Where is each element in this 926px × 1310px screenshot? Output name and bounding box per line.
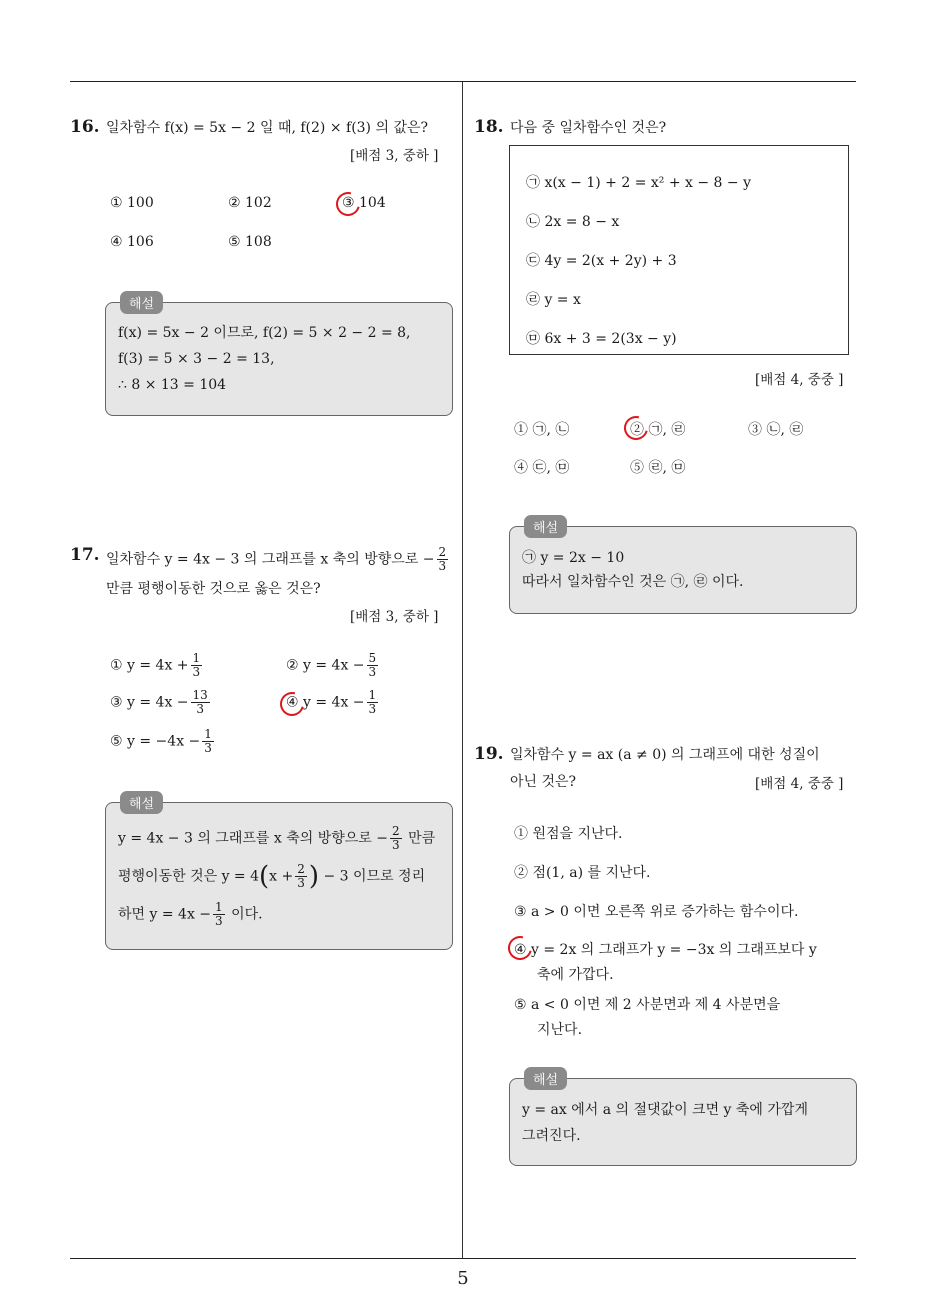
solution-line: y = ax 에서 a 의 절댓값이 크면 y 축에 가깝게 [522, 1102, 808, 1118]
option-5[interactable]: ⑤ a < 0 이면 제 2 사분면과 제 4 사분면을 [514, 997, 781, 1013]
solution-tag: 해설 [524, 515, 567, 538]
question-stem: 일차함수 f(x) = 5x − 2 일 때, f(2) × f(3) 의 값은? [106, 120, 429, 136]
question-number: 17. [70, 545, 100, 565]
score-label: [배점 4, 중중 ] [755, 776, 844, 792]
solution-line: 그려진다. [522, 1128, 581, 1144]
question-stem [106, 546, 450, 573]
answer-mark [504, 932, 537, 965]
option-2[interactable]: ② 102 [228, 195, 272, 211]
stem-fraction: $\frac{2}{3}$ [438, 545, 447, 573]
solution-line: ∴ 8 × 13 = 104 [118, 377, 227, 393]
question-stem: 다음 중 일차함수인 것은? [510, 120, 667, 136]
solution-line: f(x) = 5x − 2 이므로, f(2) = 5 × 2 − 2 = 8, [118, 325, 411, 341]
option-4[interactable]: ④ y = 4x − $\frac{1}{3}$ [286, 688, 377, 716]
condition-item: ㉠ x(x − 1) + 2 = x² + x − 8 − y [526, 175, 751, 191]
option-3[interactable]: ③ ㉡, ㉣ [748, 422, 804, 438]
option-4[interactable]: ④ 106 [110, 234, 154, 250]
score-label: [배점 3, 중하 ] [350, 148, 439, 164]
score-label: [배점 4, 중중 ] [755, 372, 844, 388]
solution-box [509, 526, 857, 614]
solution-line: 평행이동한 것은 y = 4(x + $\frac{2}{3}$ ) − 3 이므로 정리 [118, 861, 426, 892]
solution-line: y = 4x − 3 의 그래프를 x 축의 방향으로 − $\frac{2}{3}$ 만큼 [118, 824, 436, 852]
option-2[interactable]: ② y = 4x − $\frac{5}{3}$ [286, 651, 377, 679]
condition-box [509, 145, 849, 355]
question-number: 16. [70, 117, 100, 137]
option-4-cont: 축에 가깝다. [537, 967, 614, 983]
question-stem-line2: 만큼 평행이동한 것으로 옳은 것은? [106, 581, 321, 597]
solution-tag: 해설 [120, 291, 163, 314]
question-number: 19. [474, 744, 504, 764]
option-3[interactable]: ③ a > 0 이면 오른쪽 위로 증가하는 함수이다. [514, 904, 799, 920]
option-4[interactable]: ④ y = 2x 의 그래프가 y = −3x 의 그래프보다 y [514, 942, 817, 958]
question-stem: 일차함수 y = ax (a ≠ 0) 의 그래프에 대한 성질이 [510, 747, 820, 763]
solution-line: 따라서 일차함수인 것은 ㉠, ㉣ 이다. [522, 574, 744, 590]
answer-mark [620, 412, 653, 445]
condition-item: ㉣ y = x [526, 292, 581, 308]
option-5[interactable]: ⑤ 108 [228, 234, 272, 250]
option-1[interactable]: ① y = 4x + $\frac{1}{3}$ [110, 651, 201, 679]
option-3[interactable]: ③ 104 [342, 195, 386, 211]
solution-line: ㉠ y = 2x − 10 [522, 550, 625, 566]
solution-box [509, 1078, 857, 1166]
column-divider [462, 82, 463, 1258]
option-5-cont: 지난다. [537, 1022, 583, 1038]
solution-line: f(3) = 5 × 3 − 2 = 13, [118, 351, 275, 367]
option-5[interactable]: ⑤ ㉣, ㉤ [630, 460, 686, 476]
solution-box [105, 802, 453, 950]
option-1[interactable]: ① 원점을 지난다. [514, 826, 623, 842]
solution-tag: 해설 [120, 791, 163, 814]
score-label: [배점 3, 중하 ] [350, 609, 439, 625]
condition-item: ㉡ 2x = 8 − x [526, 214, 620, 230]
question-stem-line2: 아닌 것은? [510, 774, 577, 790]
question-number: 18. [474, 117, 504, 137]
option-3[interactable]: ③ y = 4x − $\frac{13}{3}$ [110, 688, 208, 716]
answer-mark [332, 188, 365, 221]
top-rule [70, 81, 856, 82]
solution-line: 하면 y = 4x − $\frac{1}{3}$ 이다. [118, 900, 263, 928]
option-2[interactable]: ② 점(1, a) 를 지난다. [514, 865, 651, 881]
option-1[interactable]: ① 100 [110, 195, 154, 211]
page-number: 5 [457, 1268, 469, 1289]
option-2[interactable]: ② ㉠, ㉣ [630, 422, 686, 438]
stem-text: 일차함수 y = 4x − 3 의 그래프를 x 축의 방향으로 − [106, 551, 435, 568]
condition-item: ㉤ 6x + 3 = 2(3x − y) [526, 331, 677, 347]
option-1[interactable]: ① ㉠, ㉡ [514, 422, 570, 438]
option-5[interactable]: ⑤ y = −4x − $\frac{1}{3}$ [110, 727, 212, 755]
option-4[interactable]: ④ ㉢, ㉤ [514, 460, 570, 476]
solution-box [105, 302, 453, 416]
solution-tag: 해설 [524, 1067, 567, 1090]
condition-item: ㉢ 4y = 2(x + 2y) + 3 [526, 253, 677, 269]
bottom-rule [70, 1258, 856, 1259]
